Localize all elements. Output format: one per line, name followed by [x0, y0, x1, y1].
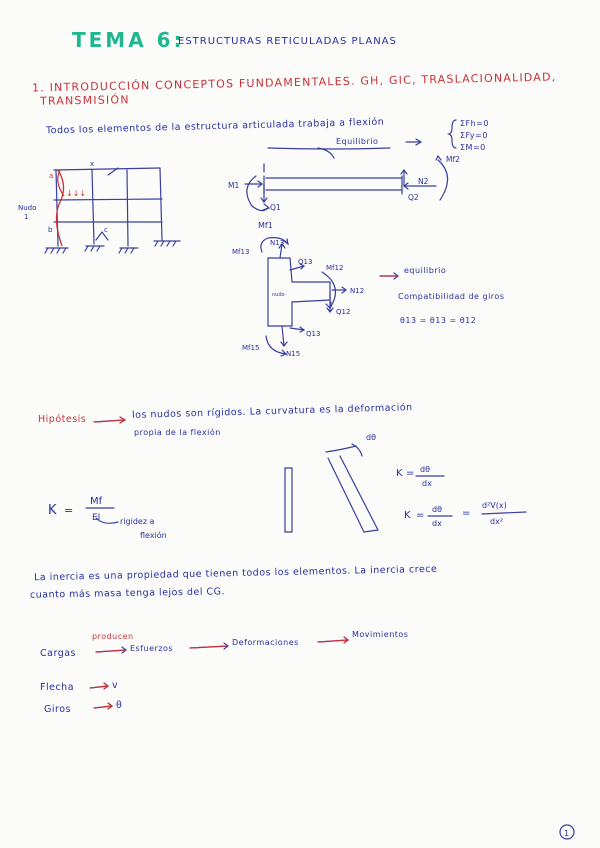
section-heading-line2: TRANSMISIÓN: [39, 93, 130, 108]
flecha-label: Flecha: [40, 682, 75, 693]
node-q13-bot: Q13: [306, 330, 321, 338]
curv-dtheta: dθ: [366, 433, 376, 442]
inercia-line2: cuanto más masa tenga lejos del CG.: [29, 586, 226, 601]
beam-q1: Q1: [270, 203, 281, 212]
giros-sym: θ: [116, 700, 123, 711]
node-n15: N15: [286, 350, 301, 358]
frame-label-a: a: [49, 172, 54, 180]
curv-eq-left: =: [64, 504, 74, 517]
curv-mf: Mf: [90, 496, 103, 507]
node-n13-top: N13: [270, 239, 285, 247]
frame-label-b: b: [48, 226, 53, 234]
frame-label-nudo: Nudo: [18, 204, 37, 212]
node-mf13: Mf13: [232, 248, 250, 256]
equilibrium-eq1: ΣFh=0: [460, 119, 490, 128]
node-mf12: Mf12: [326, 264, 344, 272]
curv-k2: K: [404, 510, 411, 521]
flecha-sym: v: [112, 680, 119, 691]
frame-label-x: x: [90, 160, 95, 168]
node-q12: Q12: [336, 308, 351, 316]
node-note-formula: θ13 = θ13 = θ12: [400, 316, 477, 325]
beam-mf2: Mf2: [446, 155, 460, 164]
hipotesis-line1: los nudos son rígidos. La curvatura es la deformación: [131, 402, 413, 421]
curv-k-left: K: [48, 503, 57, 518]
curv-den3: dx²: [490, 517, 504, 526]
curv-k1: K: [396, 468, 403, 479]
chain-deformaciones: Deformaciones: [232, 638, 299, 647]
frame-label-nudo-num: 1: [24, 213, 29, 221]
equilibrium-eq2: ΣFy=0: [460, 131, 488, 140]
node-mf15: Mf15: [242, 344, 260, 352]
frame-label-c: c: [104, 226, 108, 234]
curv-rigidez2: flexión: [140, 531, 167, 540]
curv-num3: d²V(x): [482, 501, 507, 510]
page-subtitle: ESTRUCTURAS RETICULADAS PLANAS: [178, 36, 397, 47]
curv-den2: dx: [432, 519, 442, 528]
chain-esfuerzos: Esfuerzos: [130, 644, 174, 653]
curv-eq1: =: [406, 468, 415, 479]
curv-eq3: =: [462, 508, 471, 519]
giros-label: Giros: [44, 704, 71, 715]
hipotesis-line2: propia de la flexión: [134, 428, 221, 437]
equilibrium-label: Equilibrio: [336, 137, 379, 146]
beam-q2: Q2: [408, 193, 419, 202]
chain-cargas: Cargas: [40, 648, 76, 659]
frame-loads: ↓↓↓: [66, 189, 87, 198]
beam-m1: M1: [228, 181, 240, 190]
node-note-equilibrio: equilibrio: [404, 266, 447, 275]
curv-ei: EI: [92, 513, 101, 523]
curv-den1: dx: [422, 479, 432, 488]
equilibrium-eq3: ΣM=0: [460, 143, 486, 152]
node-q13-top: Q13: [298, 258, 313, 266]
node-nudo: nudo: [272, 292, 285, 298]
hipotesis-label: Hipótesis: [38, 414, 87, 425]
node-mf1: Mf1: [258, 221, 273, 230]
intro-text: Todos los elementos de la estructura articulada trabaja a flexión: [45, 116, 385, 137]
node-n12: N12: [350, 287, 365, 295]
curv-eq2: =: [416, 510, 425, 521]
curv-num1: dθ: [420, 465, 430, 474]
node-note-compat: Compatibilidad de giros: [398, 292, 505, 301]
section-heading-line1: 1. INTRODUCCIÓN CONCEPTOS FUNDAMENTALES. GH, GIC, TRASLACIONALIDAD,: [31, 70, 557, 95]
chain-movimientos: Movimientos: [352, 630, 409, 639]
inercia-line1: La inercia es una propiedad que tienen todos los elementos. La inercia crece: [33, 563, 438, 584]
beam-n2: N2: [418, 177, 429, 186]
curv-num2: dθ: [432, 505, 442, 514]
chain-producen: producen: [92, 632, 134, 641]
page-title: TEMA 6:: [72, 28, 185, 52]
curv-rigidez1: rigidez a: [120, 517, 155, 526]
page-number: 1: [564, 829, 570, 838]
